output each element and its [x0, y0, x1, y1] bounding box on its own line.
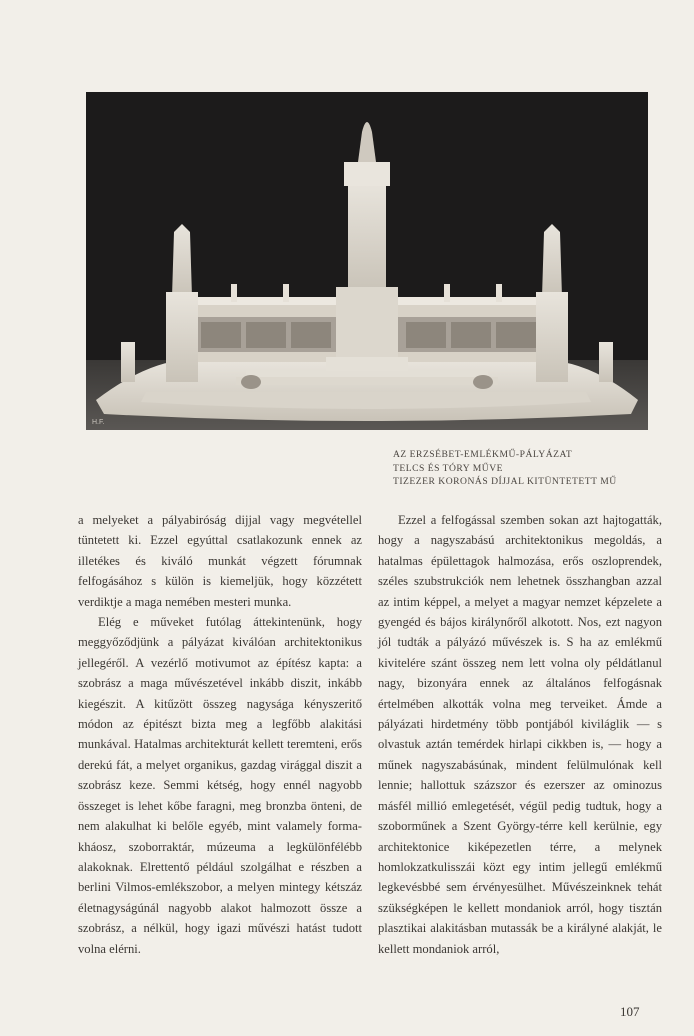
paragraph: Elég e műveket futólag áttekintenünk, hogy meggyőződjünk a pályázat kiválóan architektonikus jellegéről. A vezérlő motivumot az építész kapta: a szobrász a maga művészetével inkább diszit, inkább kiegészit. A kitűzött összeg nagysága kényszeritő módon az épitészt bizta meg a legfőbb alakitási munkával. Hatalmas architekturát kellett teremteni, erős derekú fát, a melyet organikus, gazdag virággal diszit a szobrász keze. Semmi kétség, hogy ennél nagyobb összeget is lehet kőbe faragni, meg bronzba önteni, de nem alakulhat ki belőle egyéb, mint valamely forma-kháosz, szoborraktár, múzeuma a legkülönfélébb alakoknak. Elrettentő például szolgálhat e részben a berlini Vilmos-emlékszobor, a melyen mintegy kétszáz életnagyságúnál nagyobb alakot halmozott össze a szobrász, a nélkül, hogy igazi művészi hatást tudott volna elérni. [78, 615, 362, 956]
left-column [78, 510, 362, 959]
body-text [78, 510, 662, 959]
caption-line-award: TIZEZER KORONÁS DÍJJAL KITÜNTETETT MŰ [393, 476, 617, 488]
caption-line-authors: TELCS ÉS TÓRY MŰVE [393, 462, 504, 474]
monument-photograph [86, 92, 648, 430]
figure-caption [393, 448, 683, 489]
right-column [378, 510, 662, 959]
paragraph: a melyeket a pályabiróság dijjal vagy megvétellel tüntetett ki. Ezzel egyúttal csatlakozunk ennek az illetékes és kiváló munkát végzett fórumnak felfogásához s külön is kiemeljük, hogy közzétett verdiktje a maga nemében mesteri munka. [78, 513, 362, 609]
monument-illustration [86, 92, 648, 430]
caption-line-title: AZ ERZSÉBET-EMLÉKMŰ-PÁLYÁZAT [393, 449, 573, 460]
paragraph: Ezzel a felfogással szemben sokan azt hajtogatták, hogy a nagyszabású architektonikus megoldás, a hatalmas épülettagok halmozása, erős oszloprendek, széles szubstrukciók nem lehetnek összhangban azzal az intim képpel, a melyet a magyar nemzet képzelete a gyengéd és bájos királynőről alkotott. Nos, ezt nagyon jól tudták a pályázó művészek is. S ha az emlékmű kivitelére szánt összeg nem lett volna oly példátlanul nagy, bizonyára ennek az általános felfogásnak értelmében alkották volna meg terveiket. Ámde a pályázati hirdetmény több pontjából kiviláglik — s olvastuk aztán temérdek hirlapi cikkben is, — hogy a műnek nagyszabásúnak, mindent felülmulónak kell lennie; hallottuk százszor és ezerszer az ominozus másfél millió emlegetését, végül pedig tudtuk, hogy a szoborműnek a Szent György-térre kell kerülnie, egy architektonice kiképezetlen térre, a melynek homlokzatkulisszái közt egy intim jellegű emlékmű legkevésbbé sem érvényesülhet. Művészeinknek tehát szükségképen le kellett mondaniok arról, hogy tisztán plasztikai alakitásban mutassák be a királyné alakját, le kellett mondaniok arról, [378, 513, 662, 956]
photographer-mark: H.F. [92, 419, 105, 426]
page-number: 107 [620, 1004, 640, 1019]
